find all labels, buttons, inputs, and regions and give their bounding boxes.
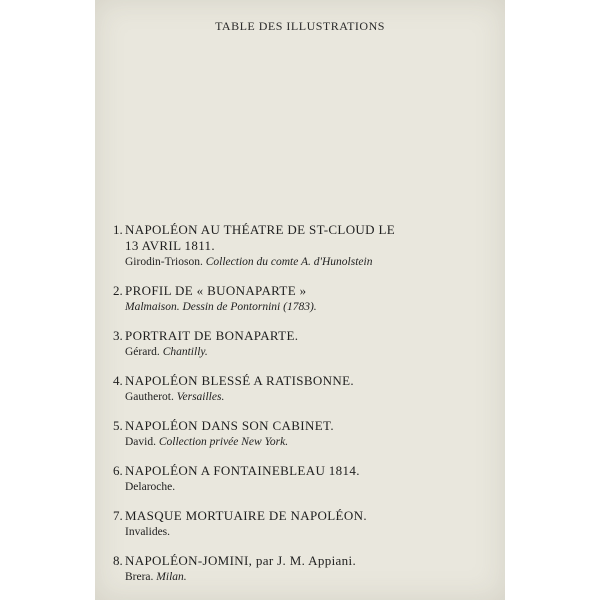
illustration-entry (113, 283, 498, 315)
entry-body (125, 553, 498, 585)
entry-source-author: Girodin-Trioson. (125, 256, 206, 268)
illustration-entry (113, 508, 498, 540)
entry-heading-line: NAPOLÉON BLESSÉ A RATISBONNE. (125, 373, 355, 388)
entry-heading (125, 373, 498, 389)
entry-source (125, 300, 498, 315)
entry-source (125, 390, 498, 405)
entry-source (125, 525, 498, 540)
entry-source-location: Chantilly. (162, 346, 208, 358)
illustration-entry (113, 373, 498, 405)
entry-source-author: Brera. (125, 571, 157, 583)
entry-source (125, 435, 498, 450)
entry-number: 6. (113, 463, 123, 478)
entry-number: 2. (113, 283, 123, 298)
entry-heading (125, 283, 498, 299)
entry-body (125, 283, 498, 315)
entry-source (125, 255, 498, 270)
entry-source-location: Milan. (156, 571, 187, 583)
entry-heading-line: PROFIL DE « BUONAPARTE » (125, 283, 307, 298)
entry-number: 3. (113, 328, 123, 343)
entry-body (125, 508, 498, 540)
entry-heading (125, 222, 498, 254)
entry-source (125, 570, 498, 585)
entry-heading (125, 418, 498, 434)
entry-heading (125, 508, 498, 524)
entry-body (125, 328, 498, 360)
entry-heading (125, 463, 498, 479)
entry-heading-line: MASQUE MORTUAIRE DE NAPOLÉON. (125, 508, 367, 523)
entry-heading-line: PORTRAIT DE BONAPARTE. (125, 328, 299, 343)
illustration-entry (113, 553, 498, 585)
entry-source-author: Delaroche. (125, 481, 176, 493)
illustration-entry (113, 463, 498, 495)
page-title: TABLE DES ILLUSTRATIONS (215, 19, 385, 33)
entry-heading-line: NAPOLÉON A FONTAINEBLEAU 1814. (125, 463, 360, 478)
entry-heading (125, 328, 498, 344)
entry-heading-line: NAPOLÉON DANS SON CABINET. (125, 418, 334, 433)
illustration-entry (113, 418, 498, 450)
entry-body (125, 373, 498, 405)
entry-source-location: Collection privée New York. (158, 436, 289, 448)
entry-heading-line: 13 AVRIL 1811. (125, 238, 216, 253)
entry-source-author: Invalides. (125, 526, 171, 538)
entry-source-author: Gautherot. (125, 391, 177, 403)
entry-source-location: Versailles. (176, 391, 225, 403)
entry-number: 4. (113, 373, 123, 388)
illustration-entry (113, 328, 498, 360)
entry-number: 8. (113, 553, 123, 568)
book-page (95, 0, 505, 600)
entry-heading (125, 553, 498, 569)
entry-heading-line: NAPOLÉON AU THÉATRE DE ST-CLOUD LE (125, 222, 396, 237)
entry-source-location: Collection du comte A. d'Hunolstein (205, 256, 373, 268)
entry-source-author: David. (125, 436, 159, 448)
entry-source (125, 480, 498, 495)
entry-number: 1. (113, 222, 123, 237)
illustration-entry (113, 222, 498, 270)
entry-body (125, 418, 498, 450)
entry-number: 7. (113, 508, 123, 523)
entry-source-location: Malmaison. Dessin de Pontornini (1783). (125, 301, 317, 313)
illustration-list (113, 222, 498, 598)
entry-heading-line: NAPOLÉON-JOMINI, par J. M. Appiani. (125, 553, 357, 568)
entry-source (125, 345, 498, 360)
entry-body (125, 463, 498, 495)
entry-source-author: Gérard. (125, 346, 163, 358)
entry-number: 5. (113, 418, 123, 433)
entry-body (125, 222, 498, 270)
